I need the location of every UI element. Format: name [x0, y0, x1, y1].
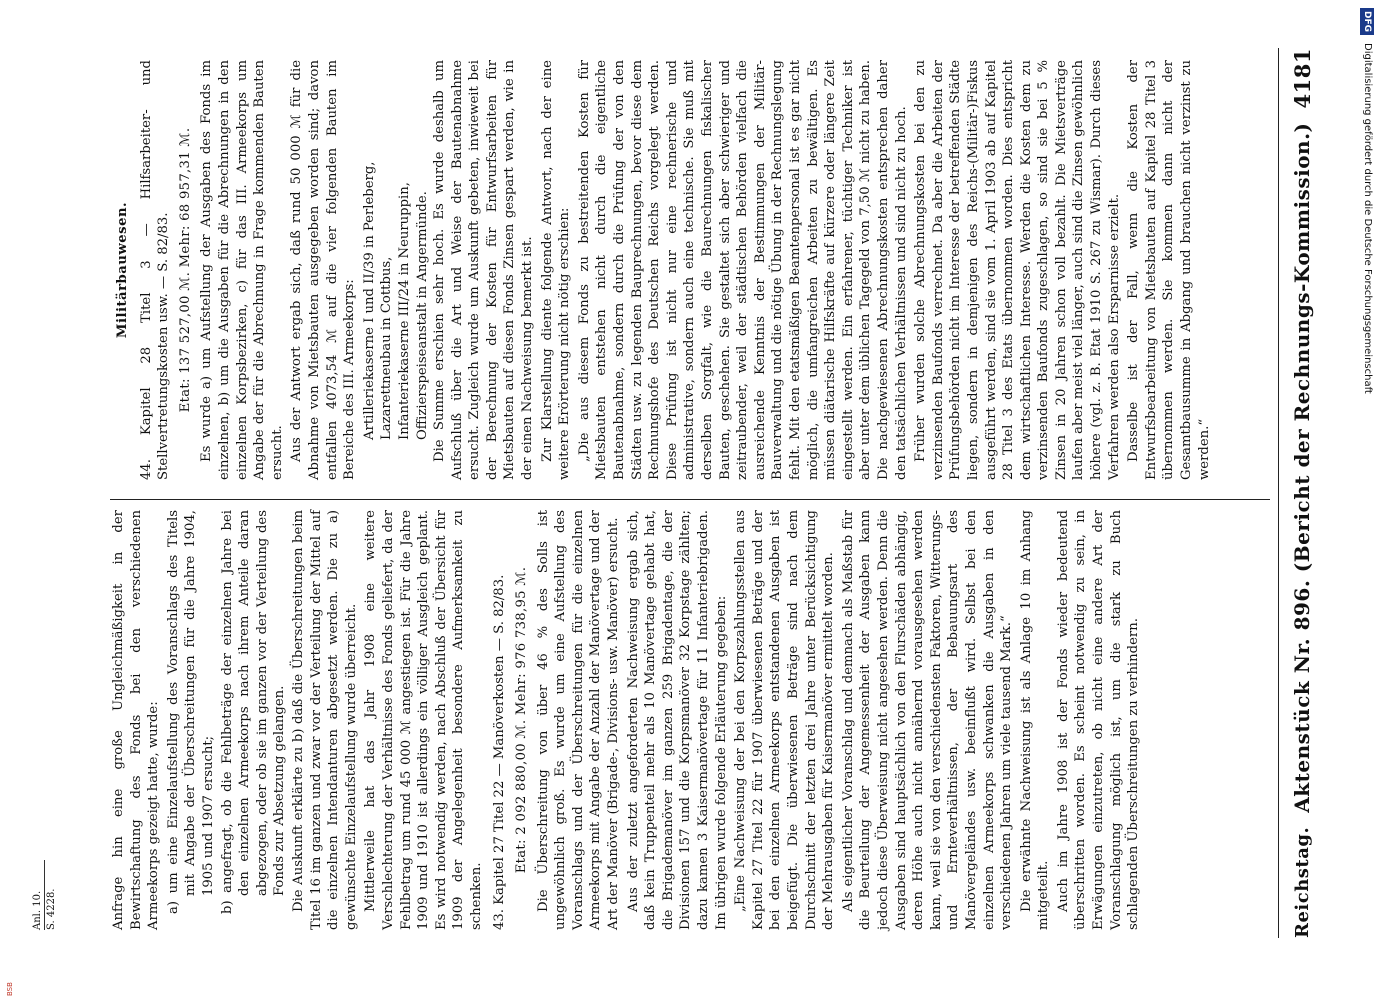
- header-rule: [1278, 48, 1279, 938]
- column-left: [110, 510, 1270, 930]
- column-divider: [110, 499, 1270, 500]
- list-item: a) um eine Einzelaufstellung des Voranschlags des Titels mit Angabe der Überschreitungen für die Jahre 1904, 1905 und 1907 ersucht;: [165, 510, 216, 914]
- paragraph: Als eigentlicher Voranschlag und demnach als Maßstab für die Beurteilung der Angemessenheit der Ausgaben kann jedoch diese Überweisung nicht angesehen werden. Denn die Ausgaben sind hauptsächlich von den Flurschäden abhängig, deren Höhe auch nicht annähernd vorausgesehen werden kann, weil sie von den verschiedensten Faktoren, Witterungs- und Ernteverhältnissen, der Bebauungsart des Manövergeländes usw. beeinflußt wird. Selbst bei den einzelnen Armeekorps schwanken die Ausgaben in den verschiedenen Jahren um viele tausend Mark.“: [840, 510, 1015, 930]
- list-item: b) angefragt, ob die Fehlbeträge der einzelnen Jahre bei den einzelnen Armeekorps nach ihrem Anteile daran abgezogen, oder ob sie im ganzen vor der Verteilung des Fonds zur Absetzung gelangen.: [219, 510, 288, 914]
- header-commission: (Bericht der Rechnungs-Kommission.): [1290, 122, 1314, 573]
- dfg-logo: DFG: [1360, 8, 1374, 35]
- paragraph: Die erwähnte Nachweisung ist als Anlage 10 im Anhang mitgeteilt.: [1018, 510, 1052, 930]
- column-right: [110, 60, 1270, 480]
- list-item: Infanteriekaserne III/24 in Neuruppin,: [396, 182, 412, 440]
- paragraph: Mittlerweile hat das Jahr 1908 eine weitere Verschlechterung der Verhältnisse des Fonds geliefert, da der Fehlbetrag um rund 45 000 ℳ angestiegen ist. Für die Jahre 1909 und 1910 ist allerdings ein völliger Ausgleich geplant. Es wird notwendig werden, nach Abschluß der Übersicht für 1909 der Angelegenheit besondere Aufmerksamkeit zu schenken.: [363, 510, 484, 930]
- margin-note-page-ref: S. 4228.: [46, 888, 57, 930]
- credit-text: Digitalisierung gefördert durch die Deutsche Forschungsgemeinschaft: [1362, 43, 1373, 394]
- paragraph: Auch im Jahre 1908 ist der Fonds wieder bedeutend überschritten worden. Es scheint notwendig zu sein, in Erwägungen einzutreten, ob nicht eine andere Art der Voranschlagung möglich ist, um die stark zu Buch schlagenden Überschreitungen zu verhindern.: [1055, 510, 1142, 930]
- digitization-credit: [1356, 8, 1382, 992]
- paragraph: „Die aus diesem Fonds zu bestreitenden Kosten für Mietsbauten entstehen nicht durch die eigentliche Bautenabnahme, sondern durch die Prüfung der von den Städten usw. zu legenden Bauprechnungen, bevor diese dem Rechnungshofe des Deutschen Reichs vorgelegt werden. Diese Prüfung ist nicht nur eine rechnerische und administrative, sondern auch eine technische. Sie muß mit derselben Sorgfalt, wie die Baurechnungen fiskalischer Bauten, geschehen. Sie gestaltet sich aber schwieriger und zeitraubender, weil der städtischen Behörden vielfach die ausreichende Kenntnis der Bestimmungen der Militär-Bauverwaltung und die nötige Übung in der Rechnungslegung fehlt. Mit den etatsmäßigen Beamtenpersonal ist es gar nicht möglich, die umfangreichen Arbeiten zu bewältigen. Es müssen diätarische Hilfskräfte auf kürzere oder längere Zeit eingestellt werden. Ein erfahrener, tüchtiger Techniker ist aber unter dem üblichen Tagegeld von 7,50 ℳ nicht zu haben. Die nachgewiesenen Abrechnungskosten entsprechen daher den tatsächlichen Verhältnissen und sind nicht zu hoch.: [576, 60, 909, 480]
- section-title-44: 44. Kapitel 28 Titel 3 — Hilfsarbeiter- und Stellvertretungskosten usw. — S. 82/83.: [138, 60, 172, 480]
- paragraph: Die Überschreitung von über 46 % des Solls ist ungewöhnlich groß. Es wurde um eine Aufstellung des Voranschlags und der Überschreitungen für die einzelnen Armeekorps mit Angabe der Anzahl der Manövertage und der Art der Manöver (Brigade-, Divisions- usw. Manöver) ersucht.: [535, 510, 622, 930]
- paragraph: Aus der Antwort ergab sich, daß rund 50 000 ℳ für die Abnahme von Mietsbauten ausgegeben worden sind; davon entfallen 4073,54 ℳ auf die vier folgenden Bauten im Bereiche des III. Armeekorps:: [289, 60, 358, 480]
- paragraph: Die Auskunft erklärte zu b) daß die Überschreitungen beim Titel 16 im ganzen und zwar vor der Verteilung der Mittel auf die einzelnen Intendanturen abgesetzt werden. Die zu a) gewünschte Einzelaufstellung wurde überreicht.: [290, 510, 359, 930]
- paragraph: Früher wurden solche Abrechnungskosten bei den zu verzinsenden Baufonds verrechnet. Da aber die Arbeiten der Prüfungsbehörden nicht im Interesse der betreffenden Städte liegen, sondern in demjenigen des Reichs-(Militär-)Fiskus ausgeführt werden, sind sie vom 1. April 1903 ab auf Kapitel 28 Titel 3 des Etats übernommen worden. Dies entspricht dem wirtschaftlichen Interesse. Werden die Kosten dem zu verzinsenden Baufonds zugeschlagen, so sind sie bei 5 % Zinsen in 20 Jahren schon voll bezahlt. Die Mietsverträge laufen aber meist viel länger, auch sind die Zinsen gewöhnlich höhere (vgl. z. B. Etat 1910 S. 267 zu Wismar). Durch dieses Verfahren werden also Ersparnisse erzielt.: [913, 60, 1122, 480]
- section-heading: Militärbauwesen.: [115, 201, 130, 339]
- running-header: [1282, 48, 1322, 938]
- paragraph: „Eine Nachweisung der bei den Korpszahlungsstellen aus Kapitel 27 Titel 22 für 1907 überwiesenen Beträge und der bei den einzelnen Armeekorps entstandenen Ausgaben ist beigefügt. Die überwiesenen Beträge sind nach dem Durchschnitt der letzten drei Jahre unter Berücksichtigung der Mehrausgaben für Kaisermanöver ermittelt worden.: [733, 510, 837, 930]
- header-left: Reichstag.: [1291, 826, 1313, 938]
- margin-note-annex: Anl. 10.: [32, 860, 45, 930]
- library-mark: BSB: [6, 982, 14, 996]
- page-number: 4181: [1289, 48, 1315, 109]
- list-item: Lazarettneubau in Cottbus,: [379, 256, 395, 440]
- list-item: Offizierspeiseanstalt in Angermünde.: [414, 191, 430, 440]
- paragraph: Aus der zuletzt angeforderten Nachweisung ergab sich, daß kein Truppenteil mehr als 10 Manövertage gehabt hat, die Brigademanöver im ganzen 259 Brigadentage, die der Divisionen 157 und die Korpsmanöver 32 Korpstage zählten; dazu kamen 3 Kaisermanövertage für 11 Infanteriebrigaden. Im übrigen wurde folgende Erläuterung gegeben:: [625, 510, 729, 930]
- header-document-number: Aktenstück Nr. 896.: [1290, 579, 1314, 813]
- paragraph: Die Summe erschien sehr hoch. Es wurde deshalb um Aufschluß über die Art und Weise der Bautenabnahme ersucht. Zugleich wurde um Auskunft gebeten, inwieweit bei der Berechnung der Kosten für Entwurfsarbeiten für Mietsbauten auf diesen Fonds Zinsen gespart werden, wie in der einen Nachweisung bemerkt ist.: [432, 60, 536, 480]
- section-title-43: 43. Kapitel 27 Titel 22 — Manöverkosten — S. 82/83.: [492, 574, 508, 930]
- section-etat-43: Etat: 2 092 880,00 ℳ. Mehr: 976 738,95 ℳ.: [514, 566, 530, 874]
- header-center: [1290, 122, 1314, 812]
- paragraph: Es wurde a) um Aufstellung der Ausgaben des Fonds im einzelnen, b) um die Ausgaben für die Abrechnungen in den einzelnen Korpsbezirken, c) für das III. Armeekorps um Angabe der für die Abrechnung in Frage kommenden Bauten ersucht.: [199, 60, 285, 480]
- paragraph: Anfrage hin eine große Ungleichmäßigkeit in der Bewirtschaftung des Fonds bei den verschiedenen Armeekorps gezeigt hatte, wurde:: [111, 510, 162, 930]
- section-etat-44: Etat: 137 527,00 ℳ. Mehr: 68 957,31 ℳ.: [177, 127, 193, 413]
- paragraph: Dasselbe ist der Fall, wenn die Kosten der Entwurfsbearbeitung von Mietsbauten auf Kapitel 28 Titel 3 übernommen werden. Sie kommen dann nicht der Gesamtbausumme in Abgang und brauchen nicht verzinst zu werden.“: [1126, 60, 1212, 480]
- list-item: Artilleriekaserne I und II/39 in Perleberg,: [361, 161, 377, 440]
- paragraph: Zur Klarstellung diente folgende Antwort, nach der eine weitere Erörterung nicht nötig erschien:: [539, 60, 573, 480]
